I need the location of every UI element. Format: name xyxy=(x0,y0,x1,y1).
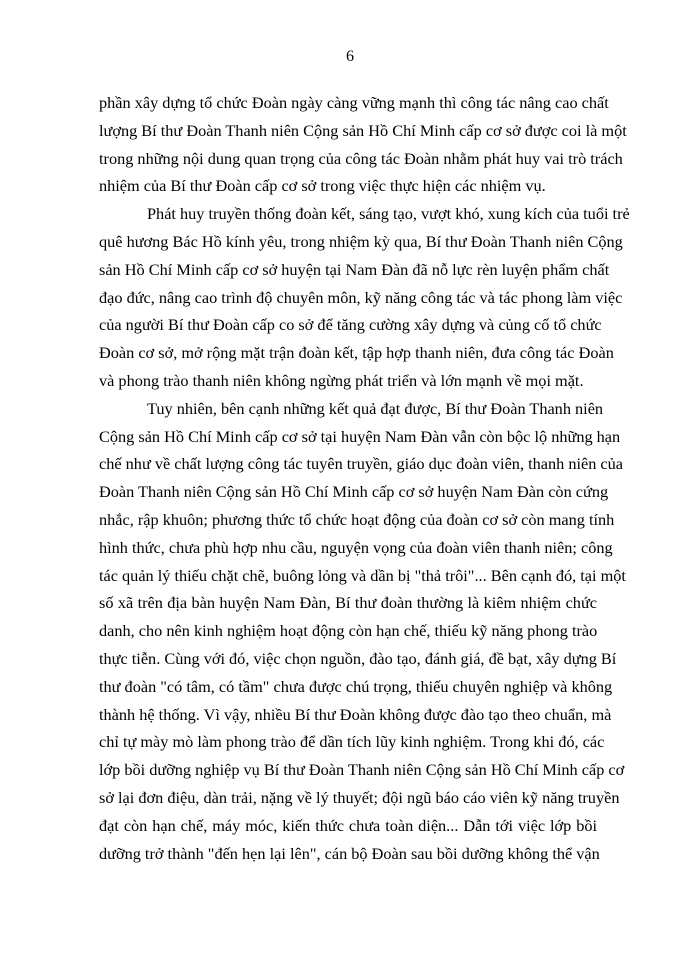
page-number: 6 xyxy=(346,48,354,65)
text-line: Phát huy truyền thống đoàn kết, sáng tạo, vượt khó, xung kích của tuổi trẻ xyxy=(147,204,630,224)
text-line: thành hệ thống. Vì vậy, nhiều Bí thư Đoàn không được đào tạo theo chuẩn, mà xyxy=(99,704,612,724)
text-line: quê hương Bác Hồ kính yêu, trong nhiệm kỳ qua, Bí thư Đoàn Thanh niên Cộng xyxy=(99,231,623,251)
text-line: tác quản lý thiếu chặt chẽ, buông lỏng và dần bị "thả trôi"... Bên cạnh đó, tại một xyxy=(99,565,626,585)
text-line: của người Bí thư Đoàn cấp co sở để tăng cường xây dựng và củng cố tổ chức xyxy=(99,315,602,335)
text-line: thực tiễn. Cùng với đó, việc chọn nguồn, đào tạo, đánh giá, đề bạt, xây dựng Bí xyxy=(99,648,617,668)
text-line: hình thức, chưa phù hợp nhu cầu, nguyện vọng của đoàn viên thanh niên; công xyxy=(99,537,613,557)
text-line: Tuy nhiên, bên cạnh những kết quả đạt được, Bí thư Đoàn Thanh niên xyxy=(147,398,604,418)
paragraph xyxy=(99,200,630,395)
document-body xyxy=(99,89,630,867)
text-line: lượng Bí thư Đoàn Thanh niên Cộng sản Hồ Chí Minh cấp cơ sở được coi là một xyxy=(99,120,627,140)
text-line: Đoàn Thanh niên Cộng sản Hồ Chí Minh cấp cơ sở huyện Nam Đàn còn cứng xyxy=(99,482,609,502)
text-line: nhiệm của Bí thư Đoàn cấp cơ sở trong việc thực hiện các nhiệm vụ. xyxy=(99,176,546,196)
text-line: số xã trên địa bàn huyện Nam Đàn, Bí thư đoàn thường là kiêm nhiệm chức xyxy=(99,593,597,613)
text-line: sở lại đơn điệu, dàn trải, nặng về lý thuyết; đội ngũ báo cáo viên kỹ năng truyền xyxy=(99,787,620,807)
text-line: chế như về chất lượng công tác tuyên truyền, giáo dục đoàn viên, thanh niên của xyxy=(99,454,624,474)
paragraph xyxy=(99,395,626,868)
text-line: đạt còn hạn chế, máy móc, kiến thức chưa toàn diện... Dẫn tới việc lớp bồi xyxy=(99,815,597,835)
text-line: sản Hồ Chí Minh cấp cơ sở huyện tại Nam Đàn đã nỗ lực rèn luyện phẩm chất xyxy=(99,259,610,279)
text-line: dưỡng trở thành "đến hẹn lại lên", cán bộ Đoàn sau bồi dưỡng không thể vận xyxy=(99,843,600,863)
text-line: nhắc, rập khuôn; phương thức tổ chức hoạt động của đoàn cơ sở còn mang tính xyxy=(99,509,615,529)
text-line: trong những nội dung quan trọng của công tác Đoàn nhằm phát huy vai trò trách xyxy=(99,148,623,168)
text-line: phần xây dựng tổ chức Đoàn ngày càng vững mạnh thì công tác nâng cao chất xyxy=(99,93,609,112)
text-line: Cộng sản Hồ Chí Minh cấp cơ sở tại huyện Nam Đàn vẫn còn bộc lộ những hạn xyxy=(99,426,621,446)
text-line: đạo đức, nâng cao trình độ chuyên môn, kỹ năng công tác và tác phong làm việc xyxy=(99,287,623,307)
text-line: danh, cho nên kinh nghiệm hoạt động còn hạn chế, thiếu kỹ năng phong trào xyxy=(99,621,598,641)
text-line: lớp bồi dưỡng nghiệp vụ Bí thư Đoàn Thanh niên Cộng sản Hồ Chí Minh cấp cơ xyxy=(99,760,625,780)
paragraph xyxy=(99,89,627,200)
text-line: chỉ tự mày mò làm phong trào để dần tích lũy kinh nghiệm. Trong khi đó, các xyxy=(99,732,605,752)
text-line: và phong trào thanh niên không ngừng phát triển và lớn mạnh về mọi mặt. xyxy=(99,370,584,390)
text-line: thư đoàn "có tâm, có tầm" chưa được chú trọng, thiếu chuyên nghiệp và không xyxy=(99,676,613,696)
text-line: Đoàn cơ sở, mở rộng mặt trận đoàn kết, tập hợp thanh niên, đưa công tác Đoàn xyxy=(99,343,614,363)
